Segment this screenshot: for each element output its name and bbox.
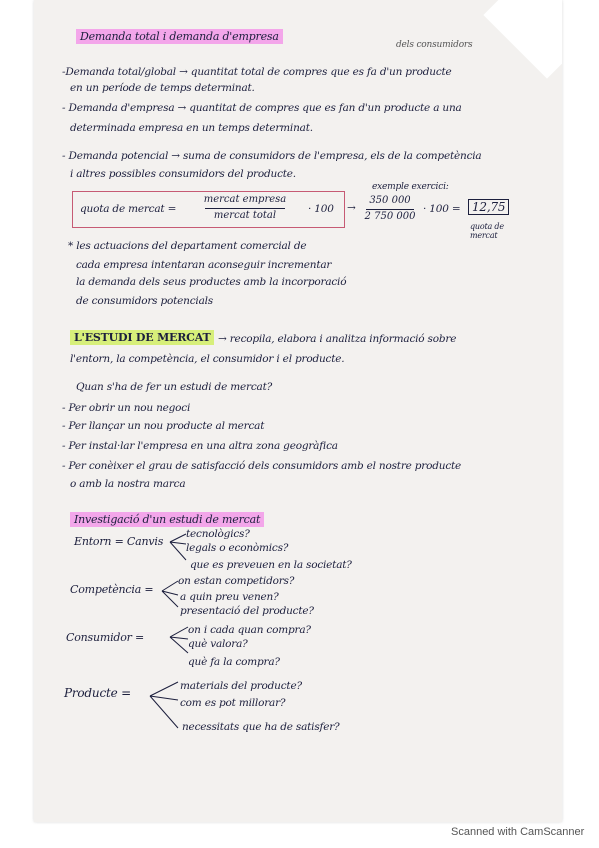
competencia-q: presentació del producte? [180,605,314,617]
bullet1-line2: en un període de temps determinat. [70,82,255,94]
section1-title-text: Demanda total i demanda d'empresa [76,29,283,44]
bullet3-line1: - Demanda potencial → suma de consumidors de l'empresa, els de la competència [62,150,482,162]
consumidor-q: què fa la compra? [188,656,280,668]
section2-def2: l'entorn, la competència, el consumidor i el producte. [70,353,345,365]
bullet1-line1: -Demanda total/global → quantitat total de compres que es fa d'un producte [62,66,452,78]
competencia-q: on estan competidors? [178,575,295,587]
section2-question: Quan s'ha de fer un estudi de mercat? [76,381,273,393]
example-multiplier: · 100 = [423,203,461,215]
entorn-q: tecnològics? [186,528,250,540]
entorn-q: que es preveuen en la societat? [190,559,352,571]
star-line1: * les actuacions del departament comercial de [68,240,307,252]
bullet2-line1: - Demanda d'empresa → quantitat de compres que es fan d'un producte a una [62,102,462,114]
section3-title [70,513,264,526]
consumidor-label: Consumidor = [66,631,145,644]
folded-corner [483,0,562,79]
producte-q: materials del producte? [180,680,302,692]
producte-label: Producte = [64,686,131,700]
section2-title [70,331,214,344]
scanner-watermark: Scanned with CamScanner [451,826,585,838]
section2-def1: → recopila, elabora i analitza informació sobre [218,333,457,345]
star-line2: cada empresa intentaran aconseguir incrementar [76,259,332,271]
example-fraction-bar [366,209,414,210]
bullet2-line2: determinada empresa en un temps determinat. [70,122,313,134]
example-note: quota de mercat [470,222,504,240]
example-result: 12,75 [468,199,509,215]
entorn-label: Entorn = Canvis [74,535,164,548]
producte-q: com es pot millorar? [180,697,286,709]
formula-numerator: mercat empresa [203,194,287,205]
example-arrow: → [347,202,356,214]
formula-multiplier: · 100 [308,203,334,215]
example-title: exemple exercici: [372,182,449,192]
section2-item: - Per conèixer el grau de satisfacció dels consumidors amb el nostre producte [62,460,462,472]
bullet3-line2: i altres possibles consumidors del producte. [70,168,296,180]
section3-title-text: Investigació d'un estudi de mercat [70,512,264,527]
star-line4: de consumidors potencials [76,295,213,307]
consumidor-q: on i cada quan compra? [188,624,311,636]
section2-item: - Per instal·lar l'empresa en una altra zona geogràfica [62,440,338,452]
example-denominator: 2 750 000 [364,211,416,222]
formula-fraction-bar [205,208,285,209]
example-numerator: 350 000 [369,195,411,206]
formula-label: quota de mercat = [80,203,177,215]
formula-denominator: mercat total [213,210,277,221]
section2-item: o amb la nostra marca [70,478,186,490]
star-line3: la demanda dels seus productes amb la incorporació [76,276,347,288]
competencia-label: Competència = [70,583,154,596]
section2-item: - Per obrir un nou negoci [62,402,191,414]
section1-title [76,30,283,43]
section2-title-text: L'ESTUDI DE MERCAT [70,330,214,345]
entorn-q: legals o econòmics? [186,542,289,554]
section2-item: - Per llançar un nou producte al mercat [62,420,265,432]
producte-q: necessitats que ha de satisfer? [182,721,340,733]
note-above: dels consumidors [396,40,473,50]
competencia-q: a quin preu venen? [180,591,279,603]
consumidor-q: què valora? [188,638,248,650]
